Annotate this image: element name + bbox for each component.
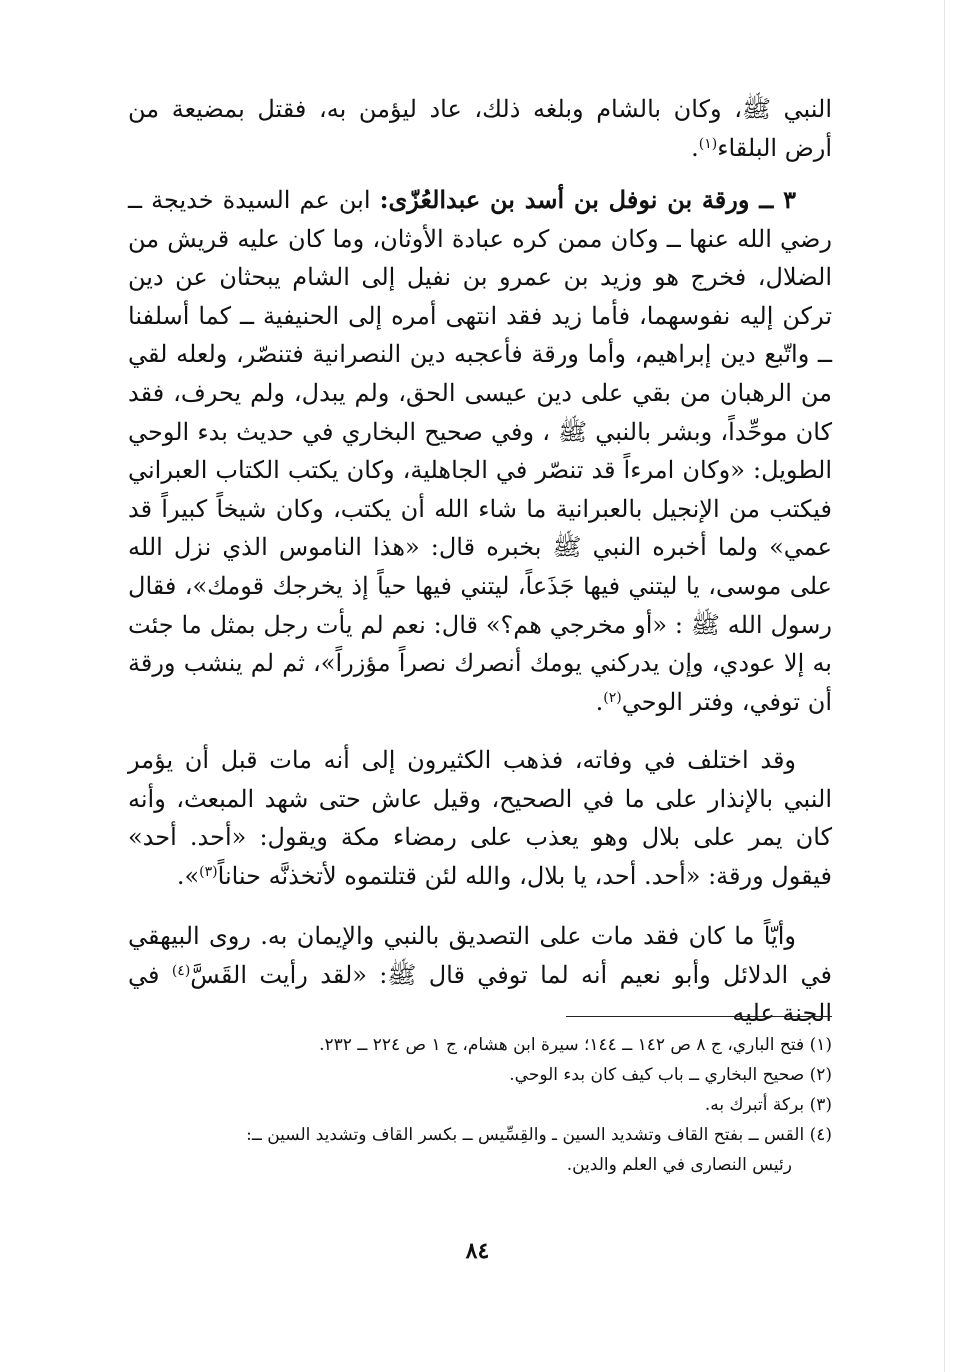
footnote-text: صحيح البخاري ــ باب كيف كان بدء الوحي. (509, 1065, 805, 1085)
page-number: ٨٤ (465, 1238, 490, 1264)
footnote-ref-3[interactable]: (٣) (199, 863, 218, 880)
footnotes-list (128, 1030, 832, 1180)
footnote-text: بركة أتبرك به. (704, 1095, 805, 1115)
paragraph-tail: . (595, 687, 604, 716)
paragraph-death-dispute (128, 741, 832, 895)
footnote-text: فتح الباري، ج ٨ ص ١٤٢ ــ ١٤٤؛ سيرة ابن هشام، ج ١ ص ٢٢٤ ــ ٢٣٢. (319, 1035, 805, 1055)
paragraph-tail: في الجنة عليه (128, 960, 832, 1028)
footnote-number: (٢) (809, 1065, 832, 1085)
footnote-item (128, 1030, 832, 1060)
footnote-ref-1[interactable]: (١) (698, 135, 718, 152)
scan-edge-line (944, 0, 945, 1372)
section-heading: ٣ ــ ورقة بن نوفل بن أسد بن عبدالعُزّى: (379, 185, 796, 214)
footnote-number: (١) (809, 1035, 832, 1055)
footnote-item (128, 1090, 832, 1120)
footnote-text: القس ــ بفتح القاف وتشديد السين ـ والقِسِّيس ــ بكسر القاف وتشديد السين ــ: (246, 1125, 805, 1145)
footnote-text-continued: رئيس النصارى في العلم والدين. (566, 1155, 792, 1175)
paragraph-waraqa (128, 181, 832, 721)
footnote-number: (٣) (809, 1095, 832, 1115)
footnote-item (128, 1060, 832, 1090)
paragraph-text: النبي ﷺ، وكان بالشام وبلغه ذلك، عاد ليؤمن به، فقتل بمضيعة من أرض البلقاء (128, 95, 832, 162)
paragraph-tail: . (691, 133, 699, 162)
paragraph-continuation (128, 90, 832, 167)
paragraph-tail: ». (176, 861, 200, 890)
footnote-item (128, 1120, 832, 1180)
footnote-number: (٤) (809, 1125, 832, 1145)
paragraph-text: وقد اختلف في وفاته، فذهب الكثيرون إلى أنه مات قبل أن يؤمر النبي بالإنذار على ما في الصحيح، وقيل عاش حتى شهد المبعث، وأنه كان يمر على بلال وهو يعذب على رمضاء مكة ويقول: «أحد. أحد» فيقول ورقة: «أحد. أحد، يا بلال، والله لئن قتلتموه لأتخذنَّه حناناً (128, 746, 832, 890)
paragraph-text: وأيّاً ما كان فقد مات على التصديق بالنبي والإيمان به. روى البيهقي في الدلائل وأبو نعيم أنه لما توفي قال ﷺ: «لقد رأيت القَسَّ (128, 922, 832, 989)
footnote-separator (566, 1016, 832, 1017)
footnote-ref-4[interactable]: (٤) (171, 962, 191, 979)
footnote-ref-2[interactable]: (٢) (603, 689, 622, 706)
paragraph-text: ابن عم السيدة خديجة ــ رضي الله عنها ــ وكان ممن كره عبادة الأوثان، وما كان عليه قريش من الضلال، فخرج هو وزيد بن عمرو بن نفيل إلى الشام يبحثان عن دين تركن إليه نفوسهما، فأما زيد فقد انتهى أمره إلى الحنيفية ــ كما أسلفنا ــ واتّبع دين إبراهيم، وأما ورقة فأعجبه دين النصرانية فتنصّر، ولعله لقي من الرهبان من بقي على دين عيسى الحق، ولم يبدل، ولم يحرف، فقد كان موحِّداً، وبشر بالنبي ﷺ ، وفي صحيح البخاري في حديث بدء الوحي الطويل: «وكان امرءاً قد تنصّر في الجاهلية، وكان يكتب الكتاب العبراني فيكتب من الإنجيل بالعبرانية ما شاء الله أن يكتب، وكان شيخاً كبيراً قد عمي» ولما أخبره النبي ﷺ بخبره قال: «هذا الناموس الذي نزل الله على موسى، يا ليتني فيها جَذَعاً، ليتني فيها حياً إذ يخرجك قومك»، فقال رسول الله ﷺ : «أو مخرجي هم؟» قال: نعم لم يأت رجل بمثل ما جئت به إلا عودي، وإن يدركني يومك أنصرك نصراً مؤزراً»، ثم لم ينشب ورقة أن توفي، وفتر الوحي (128, 186, 833, 716)
